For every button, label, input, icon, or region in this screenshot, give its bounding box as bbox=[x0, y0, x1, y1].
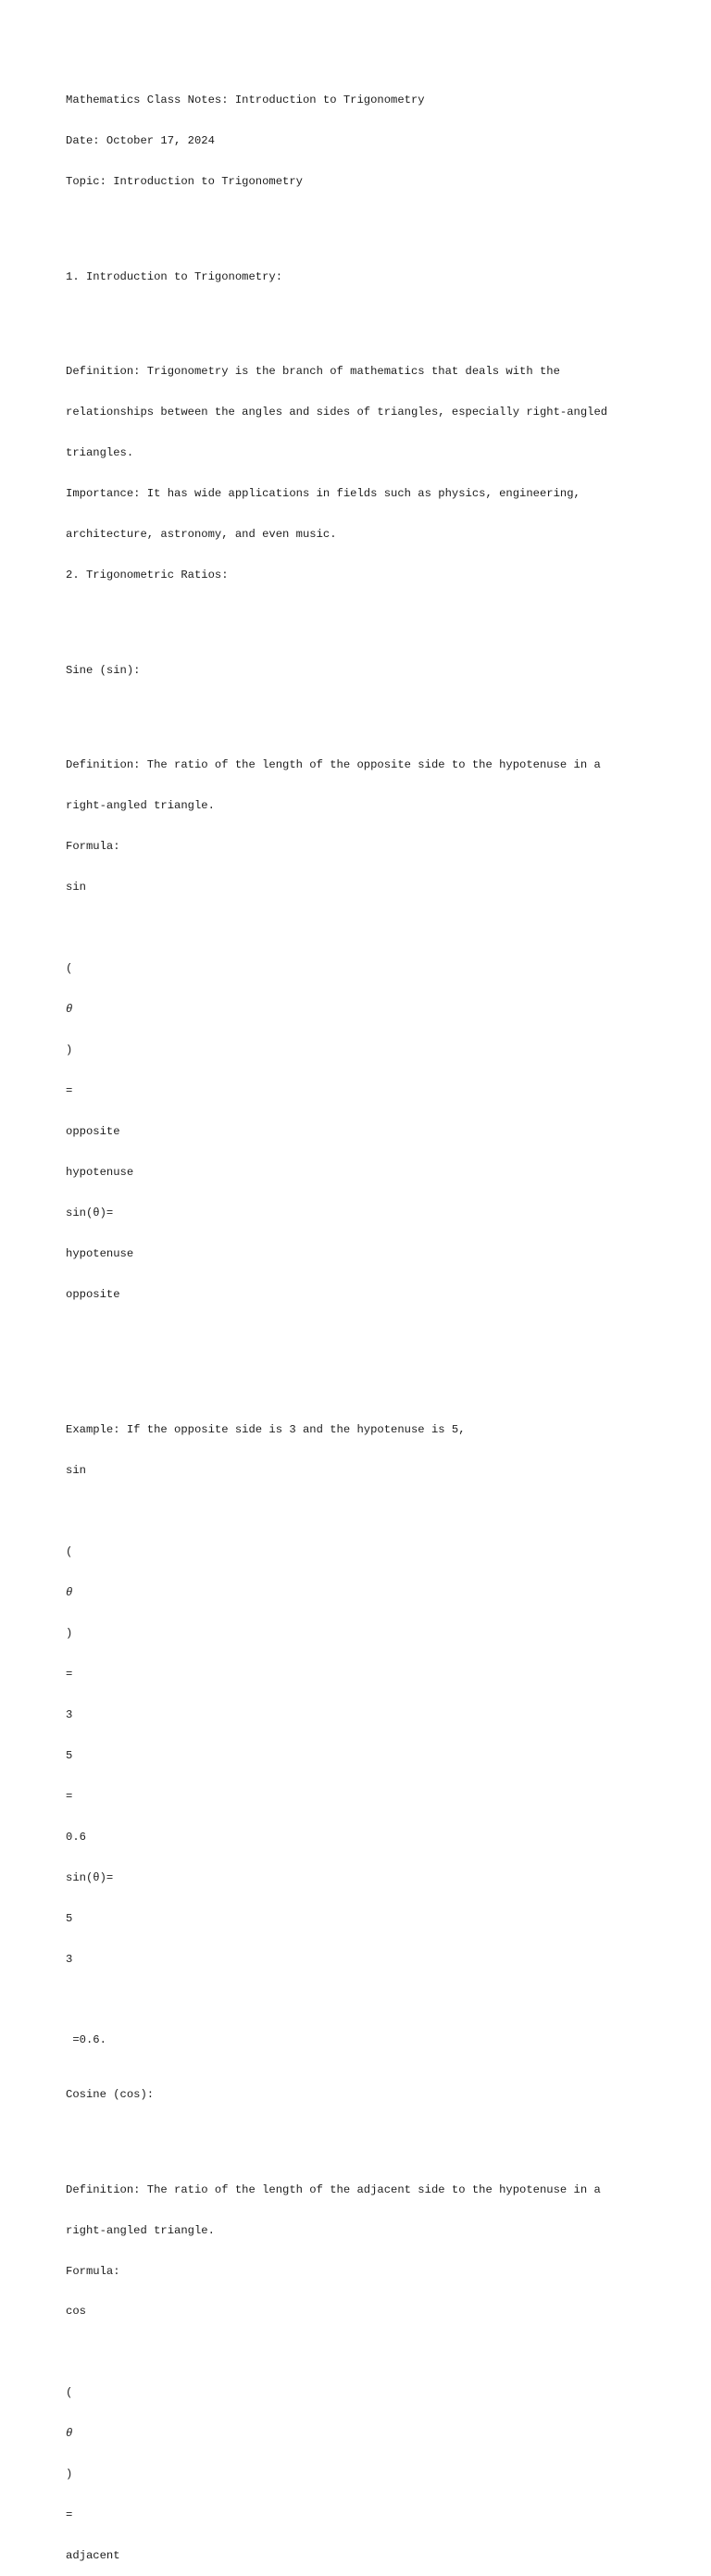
intro-definition-line: relationships between the angles and sides of triangles, especially right-angled bbox=[66, 406, 608, 419]
spacer bbox=[66, 1329, 658, 1343]
intro-definition-line: triangles. bbox=[66, 446, 134, 460]
sine-heading: Sine (sin): bbox=[66, 663, 141, 677]
sine-example-token: sin(θ)= bbox=[66, 1870, 114, 1884]
sine-example-token: 0.6 bbox=[66, 1830, 86, 1844]
sine-formula-token: opposite bbox=[66, 1124, 120, 1138]
sine-example-token: 3 bbox=[66, 1707, 73, 1721]
sine-example-intro: Example: If the opposite side is 3 and the hypotenuse is 5, bbox=[66, 1423, 466, 1437]
cosine-formula-token: ) bbox=[66, 2468, 73, 2482]
sine-example-token: = bbox=[66, 1789, 73, 1803]
sine-formula-token: hypotenuse bbox=[66, 1165, 134, 1179]
cosine-definition-line: right-angled triangle. bbox=[66, 2223, 215, 2237]
sine-formula-token: ) bbox=[66, 1043, 73, 1057]
sine-example-token bbox=[66, 1505, 658, 1519]
sine-example-token: ) bbox=[66, 1626, 73, 1640]
document-title: Mathematics Class Notes: Introduction to Trigonometry bbox=[66, 94, 425, 107]
sine-example-token: ( bbox=[66, 1545, 73, 1558]
sine-example-token: 5 bbox=[66, 1748, 73, 1762]
sine-formula-token: ( bbox=[66, 962, 73, 975]
sine-formula-token: sin bbox=[66, 881, 86, 894]
cosine-formula-theta: θ bbox=[66, 2427, 73, 2441]
sine-formula-token: opposite bbox=[66, 1287, 120, 1301]
intro-definition-line: Definition: Trigonometry is the branch of mathematics that deals with the bbox=[66, 365, 560, 379]
spacer bbox=[66, 2129, 658, 2143]
sine-definition-line: right-angled triangle. bbox=[66, 799, 215, 813]
sine-example-result: =0.6. bbox=[66, 2033, 106, 2047]
spacer bbox=[66, 1993, 658, 2007]
cosine-formula-token: ( bbox=[66, 2386, 73, 2400]
sine-formula-token: sin(θ)= bbox=[66, 1206, 114, 1219]
sine-example-token: 5 bbox=[66, 1911, 73, 1925]
sine-formula-token bbox=[66, 921, 658, 935]
cosine-formula-token: cos bbox=[66, 2305, 86, 2319]
document-topic: Topic: Introduction to Trigonometry bbox=[66, 175, 303, 189]
sine-definition-line: Definition: The ratio of the length of the opposite side to the hypotenuse in a bbox=[66, 758, 601, 772]
cosine-formula-token: adjacent bbox=[66, 2549, 120, 2563]
cosine-formula-token: = bbox=[66, 2508, 73, 2522]
sine-example-theta: θ bbox=[66, 1585, 73, 1599]
sine-formula-theta: θ bbox=[66, 1002, 73, 1016]
intro-importance-line: Importance: It has wide applications in fields such as physics, engineering, bbox=[66, 487, 580, 501]
sine-example-token: sin bbox=[66, 1464, 86, 1478]
document-date: Date: October 17, 2024 bbox=[66, 134, 215, 148]
intro-importance-line: architecture, astronomy, and even music. bbox=[66, 528, 337, 542]
section-heading-intro: 1. Introduction to Trigonometry: bbox=[66, 269, 283, 283]
spacer bbox=[66, 311, 658, 325]
sine-formula-token: hypotenuse bbox=[66, 1246, 134, 1260]
sine-example-token: 3 bbox=[66, 1952, 73, 1966]
cosine-formula-label: Formula: bbox=[66, 2264, 120, 2278]
spacer bbox=[66, 705, 658, 719]
spacer bbox=[66, 609, 658, 623]
spacer bbox=[66, 1369, 658, 1383]
section-heading-ratios: 2. Trigonometric Ratios: bbox=[66, 569, 229, 582]
sine-formula-label: Formula: bbox=[66, 840, 120, 854]
cosine-heading: Cosine (cos): bbox=[66, 2088, 155, 2102]
cosine-definition-line: Definition: The ratio of the length of the adjacent side to the hypotenuse in a bbox=[66, 2182, 601, 2196]
document-page bbox=[66, 67, 658, 2576]
spacer bbox=[66, 216, 658, 230]
sine-example-token: = bbox=[66, 1667, 73, 1681]
sine-formula-token: = bbox=[66, 1083, 73, 1097]
cosine-formula-token bbox=[66, 2345, 658, 2359]
